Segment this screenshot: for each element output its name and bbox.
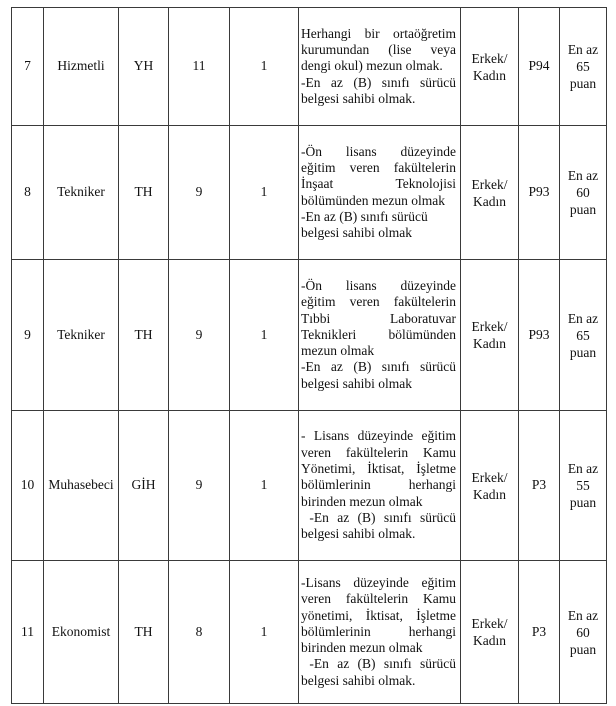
table-body: [12, 8, 607, 704]
score-line: 60: [576, 624, 590, 640]
score-line: puan: [569, 641, 597, 657]
gender-line: Erkek/: [471, 50, 508, 66]
score-line: 55: [576, 478, 590, 493]
score-line: En az: [567, 310, 599, 326]
requirement-line: Teknikleri bölümünden: [301, 326, 456, 342]
position-count: 1: [230, 260, 299, 411]
requirement-line: belgesi sahibi olmak.: [301, 526, 416, 542]
min-score-cell: [560, 8, 607, 126]
score-line: 60: [576, 185, 590, 200]
gender-cell: [461, 411, 519, 561]
requirement-line: birinden mezun olmak: [301, 493, 423, 509]
requirement-line: belgesi sahibi olmak.: [301, 672, 416, 688]
position-title: Hizmetli: [44, 8, 119, 126]
staff-requirements-table: [11, 7, 607, 704]
score-line: puan: [569, 76, 597, 91]
position-count: 1: [230, 411, 299, 561]
kpss-type: P93: [519, 126, 560, 260]
position-count: 1: [230, 126, 299, 260]
gender-cell: [461, 126, 519, 260]
requirements-cell: [299, 561, 461, 704]
kpss-type: P93: [519, 260, 560, 411]
min-score-cell: [560, 126, 607, 260]
requirement-line: -En az (B) sınıfı sürücü: [301, 656, 456, 672]
row-number: 9: [12, 260, 44, 411]
row-number: 10: [12, 411, 44, 561]
position-grade: 9: [169, 126, 230, 260]
requirements-cell: [299, 126, 461, 260]
min-score-cell: [560, 411, 607, 561]
gender-line: Kadın: [473, 67, 506, 83]
score-line: puan: [569, 344, 597, 360]
position-class: YH: [119, 8, 169, 126]
table-row: [12, 126, 607, 260]
requirement-line: kurumundan (lise veya: [301, 42, 456, 58]
requirement-line: bölümlerinin herhangi: [301, 623, 456, 639]
requirement-line: Herhangi bir ortaöğretim: [301, 25, 456, 41]
gender-line: Kadın: [473, 633, 506, 648]
kpss-type: P3: [519, 411, 560, 561]
requirement-line: -Lisans düzeyinde eğitim: [301, 574, 456, 590]
gender-line: Erkek/: [471, 616, 508, 631]
requirement-line: Tıbbi Laboratuvar: [301, 310, 456, 326]
position-title: Tekniker: [44, 126, 119, 260]
position-count: 1: [230, 561, 299, 704]
table-row: [12, 561, 607, 704]
table-row: [12, 8, 607, 126]
score-line: puan: [569, 495, 597, 510]
requirement-line: eğitim veren fakültelerin: [301, 159, 456, 175]
position-grade: 9: [169, 260, 230, 411]
requirement-line: yönetimi, İktisat, İşletme: [301, 607, 456, 623]
position-grade: 8: [169, 561, 230, 704]
score-line: En az: [567, 42, 599, 57]
kpss-type: P94: [519, 8, 560, 126]
row-number: 7: [12, 8, 44, 126]
requirement-line: dengi okul) mezun olmak.: [301, 58, 443, 74]
requirement-line: belgesi sahibi olmak.: [301, 90, 416, 106]
requirement-line: mezun olmak: [301, 343, 375, 359]
gender-line: Kadın: [473, 193, 506, 209]
requirement-line: belgesi sahibi olmak: [301, 375, 412, 391]
row-number: 8: [12, 126, 44, 260]
score-line: 65: [576, 327, 590, 343]
position-count: 1: [230, 8, 299, 126]
table-row: [12, 260, 607, 411]
position-title: Muhasebeci: [44, 411, 119, 561]
requirement-line: -Ön lisans düzeyinde: [301, 277, 456, 293]
requirement-line: Yönetimi, İktisat, İşletme: [301, 461, 456, 477]
position-class: TH: [119, 260, 169, 411]
row-number: 11: [12, 561, 44, 704]
position-grade: 11: [169, 8, 230, 126]
position-class: GİH: [119, 411, 169, 561]
gender-cell: [461, 561, 519, 704]
position-title: Tekniker: [44, 260, 119, 411]
requirement-line: İnşaat Teknolojisi: [301, 176, 456, 192]
requirement-line: -En az (B) sınıfı sürücü: [301, 74, 456, 90]
requirements-cell: [299, 260, 461, 411]
position-grade: 9: [169, 411, 230, 561]
requirement-line: -En az (B) sınıfı sürücü: [301, 359, 456, 375]
requirements-cell: [299, 8, 461, 126]
gender-line: Kadın: [473, 486, 506, 502]
score-line: 65: [576, 59, 590, 74]
requirement-line: veren fakültelerin Kamu: [301, 591, 456, 607]
requirement-line: -En az (B) sınıfı sürücü: [301, 509, 456, 525]
requirement-line: bölümünden mezun olmak: [301, 192, 445, 208]
gender-cell: [461, 8, 519, 126]
position-title: Ekonomist: [44, 561, 119, 704]
min-score-cell: [560, 260, 607, 411]
table-row: [12, 411, 607, 561]
requirement-line: veren fakültelerin Kamu: [301, 444, 456, 460]
gender-line: Erkek/: [471, 469, 508, 485]
requirement-line: -En az (B) sınıfı sürücü: [301, 208, 428, 224]
score-line: puan: [569, 202, 597, 217]
kpss-type: P3: [519, 561, 560, 704]
requirement-line: -Ön lisans düzeyinde: [301, 143, 456, 159]
gender-line: Kadın: [473, 336, 506, 351]
score-line: En az: [567, 461, 599, 476]
requirements-cell: [299, 411, 461, 561]
gender-line: Erkek/: [471, 319, 508, 334]
score-line: En az: [567, 607, 599, 623]
position-class: TH: [119, 126, 169, 260]
position-class: TH: [119, 561, 169, 704]
requirement-line: eğitim veren fakültelerin: [301, 294, 456, 310]
score-line: En az: [567, 168, 599, 183]
gender-line: Erkek/: [471, 176, 508, 192]
requirement-line: belgesi sahibi olmak: [301, 225, 412, 241]
requirement-line: - Lisans düzeyinde eğitim: [301, 428, 456, 444]
requirement-line: birinden mezun olmak: [301, 640, 423, 656]
gender-cell: [461, 260, 519, 411]
requirement-line: bölümlerinin herhangi: [301, 477, 456, 493]
min-score-cell: [560, 561, 607, 704]
